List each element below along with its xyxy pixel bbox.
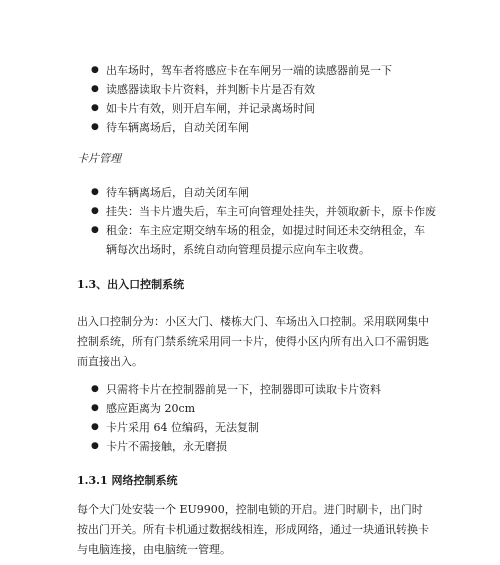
bullet-icon: ●	[91, 384, 99, 394]
list-item: ● 卡片不需接触，永无磨损	[0, 437, 500, 456]
list-item: ● 读感器读取卡片资料，并判断卡片是否有效	[0, 80, 500, 99]
bullet-icon: ●	[91, 84, 99, 94]
list-item: ● 卡片采用 64 位编码，无法复制	[0, 418, 500, 437]
list-item: ● 待车辆离场后，自动关闭车闸	[0, 183, 500, 202]
list-item: ● 如卡片有效，则开启车闸，并记录离场时间	[0, 99, 500, 118]
section-heading-1-3: 1.3、出入口控制系统	[77, 278, 185, 291]
list-item: ● 挂失：当卡片遗失后，车主可向管理处挂失，并领取新卡，原卡作废	[0, 202, 500, 221]
bullet-icon: ●	[91, 187, 99, 197]
card-management-list	[0, 183, 500, 259]
bullet-icon: ●	[91, 225, 99, 235]
card-features-list	[0, 380, 500, 456]
card-management-heading: 卡片管理	[77, 152, 121, 165]
bullet-icon: ●	[91, 422, 99, 432]
list-item: ● 只需将卡片在控制器前晃一下，控制器即可读取卡片资料	[0, 380, 500, 399]
bullet-icon: ●	[91, 403, 99, 413]
list-item: ● 感应距离为 20cm	[0, 399, 500, 418]
bullet-icon: ●	[91, 122, 99, 132]
section-1-3-1-paragraph: 每个大门处安装一个 EU9900，控制电锁的开启。进门时刷卡，出门时按出门开关。所有卡机通过数据线相连，形成网络，通过一块通讯转换卡与电脑连接，由电脑统一管理。	[77, 503, 429, 556]
section-heading-1-3-1: 1.3.1 网络控制系统	[77, 474, 178, 487]
bullet-icon: ●	[91, 441, 99, 451]
bullet-icon: ●	[91, 206, 99, 216]
list-item: ● 租金：车主应定期交纳车场的租金，如提过时间还未交纳租金，车辆每次出场时，系统自动向管理员提示应向车主收费。	[0, 221, 500, 259]
list-item: ● 待车辆离场后，自动关闭车闸	[0, 118, 500, 137]
list-item: ● 出车场时，驾车者将感应卡在车闸另一端的读感器前晃一下	[0, 61, 500, 80]
bullet-icon: ●	[91, 103, 99, 113]
exit-procedure-list	[0, 61, 500, 137]
bullet-icon: ●	[91, 65, 99, 75]
section-1-3-paragraph: 出入口控制分为：小区大门、楼栋大门、车场出入口控制。采用联网集中控制系统，所有门禁系统采用同一卡片，使得小区内所有出入口不需钥匙而直接出入。	[77, 315, 429, 368]
